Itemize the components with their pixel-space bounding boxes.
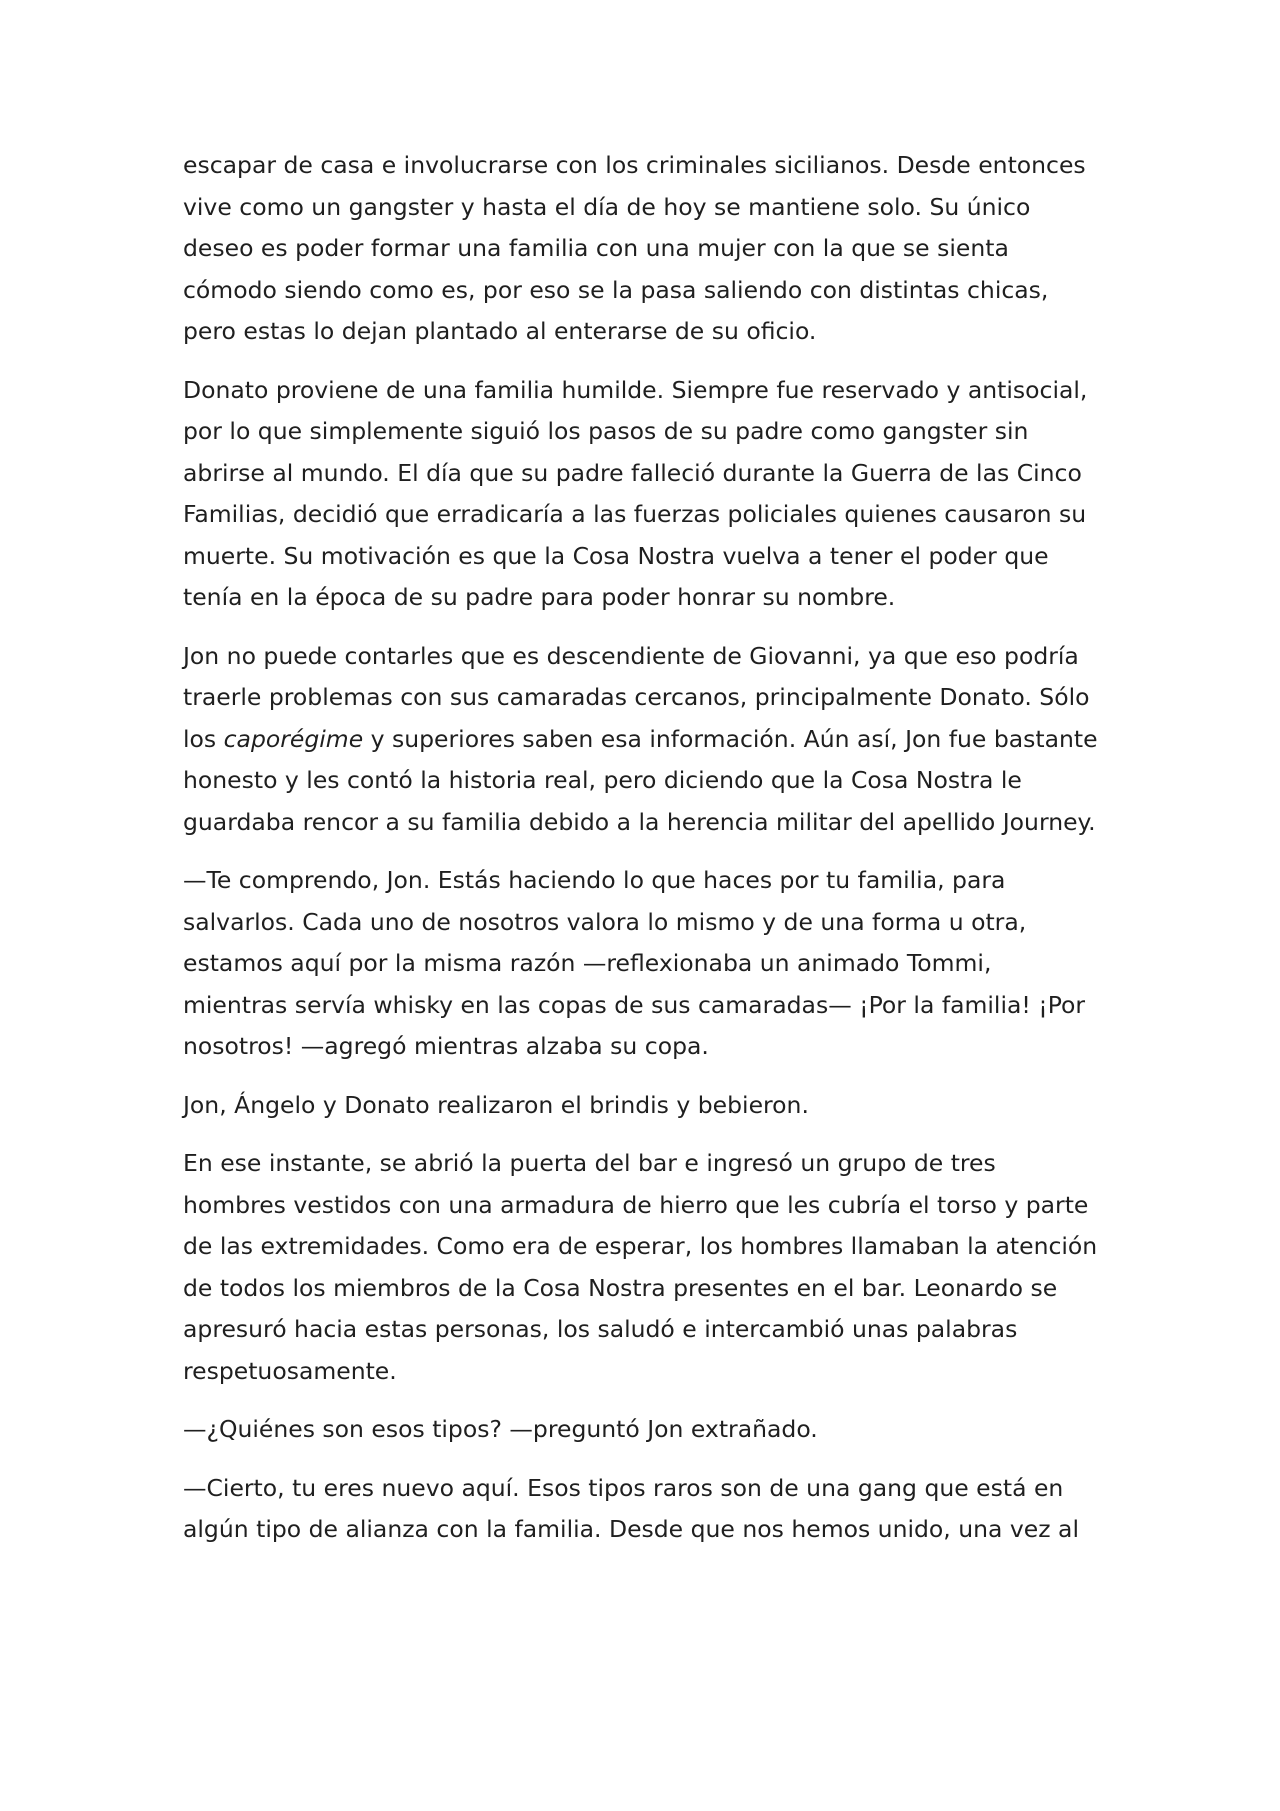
paragraph: En ese instante, se abrió la puerta del bar e ingresó un grupo de tres hombres vestidos con una armadura de hierro que les cubría el torso y parte de las extremidades. Como era de esperar, los hombres llamaban la atención de todos los miembros de la Cosa Nostra presentes en el bar. Leonardo se apresuró hacia estas personas, los saludó e intercambió unas palabras respetuosamente. [183, 1149, 1098, 1385]
italic-term: caporégime [223, 724, 364, 753]
paragraph: escapar de casa e involucrarse con los criminales sicilianos. Desde entonces vive como un gangster y hasta el día de hoy se mantiene solo. Su único deseo es poder formar una familia con una mujer con la que se sienta cómodo siendo como es, por eso se la pasa saliendo con distintas chicas, pero estas lo dejan plantado al enterarse de su oficio. [183, 151, 1086, 345]
paragraph-text: y superiores saben esa información. Aún así, Jon fue bastante honesto y les contó la historia real, pero diciendo que la Cosa Nostra le guardaba rencor a su familia debido a la herencia militar del apellido Journey. [183, 724, 1098, 836]
paragraph: Donato proviene de una familia humilde. Siempre fue reservado y antisocial, por lo que simplemente siguió los pasos de su padre como gangster sin abrirse al mundo. El día que su padre falleció durante la Guerra de las Cinco Familias, decidió que erradicaría a las fuerzas policiales quienes causaron su muerte. Su motivación es que la Cosa Nostra vuelva a tener el poder que tenía en la época de su padre para poder honrar su nombre. [183, 375, 1088, 611]
paragraph: —Cierto, tu eres nuevo aquí. Esos tipos raros son de una gang que está en algún tipo de alianza con la familia. Desde que nos hemos unido, una vez al [183, 1473, 1079, 1543]
paragraph-text: Jon no puede contarles que es descendiente de Giovanni, ya que eso podría traerle problemas con sus camaradas cercanos, principalmente Donato. Sólo los [183, 641, 1090, 753]
paragraph: —¿Quiénes son esos tipos? —preguntó Jon extrañado. [183, 1415, 818, 1443]
paragraph: Jon, Ángelo y Donato realizaron el brindis y bebieron. [183, 1090, 809, 1119]
page-body [183, 145, 1103, 1568]
paragraph: —Te comprendo, Jon. Estás haciendo lo que haces por tu familia, para salvarlos. Cada uno de nosotros valora lo mismo y de una forma u otra, estamos aquí por la misma razón —reflexionaba un animado Tommi, mientras servía whisky en las copas de sus camaradas— ¡Por la familia! ¡Por nosotros! —agregó mientras alzaba su copa. [183, 866, 1086, 1060]
paragraph [183, 636, 1103, 844]
